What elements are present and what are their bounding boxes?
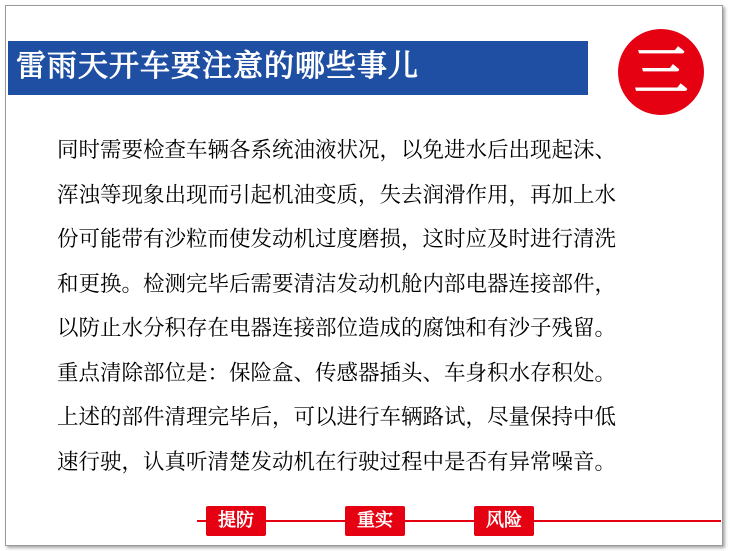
body-line: 同时需要检查车辆各系统油液状况，以免进水后出现起沫、 xyxy=(57,138,617,163)
body-line: 份可能带有沙粒而使发动机过度磨损，这时应及时进行清洗 xyxy=(57,227,617,252)
footer-tag-zhongshi: 重实 xyxy=(345,506,405,536)
body-paragraph xyxy=(57,129,697,485)
page-title: 雷雨天开车要注意的哪些事儿 xyxy=(16,49,419,84)
footer-divider xyxy=(197,520,721,522)
footer-tag-fengxian: 风险 xyxy=(474,506,534,536)
body-line: 和更换。检测完毕后需要清洁发动机舱内部电器连接部件， xyxy=(57,271,617,297)
body-line: 以防止水分积存在电器连接部位造成的腐蚀和有沙子残留。 xyxy=(57,316,617,341)
body-line: 速行驶，认真听清楚发动机在行驶过程中是否有异常噪音。 xyxy=(57,449,617,475)
body-line: 上述的部件清理完毕后，可以进行车辆路试，尽量保持中低 xyxy=(57,405,617,430)
footer-tag-tifang: 提防 xyxy=(206,506,266,536)
body-line: 重点清除部位是：保险盒、传感器插头、车身积水存积处。 xyxy=(57,360,617,386)
body-line: 浑浊等现象出现而引起机油变质，失去润滑作用，再加上水 xyxy=(57,182,617,208)
section-number-badge xyxy=(618,29,704,115)
section-number: 三 xyxy=(634,40,688,103)
